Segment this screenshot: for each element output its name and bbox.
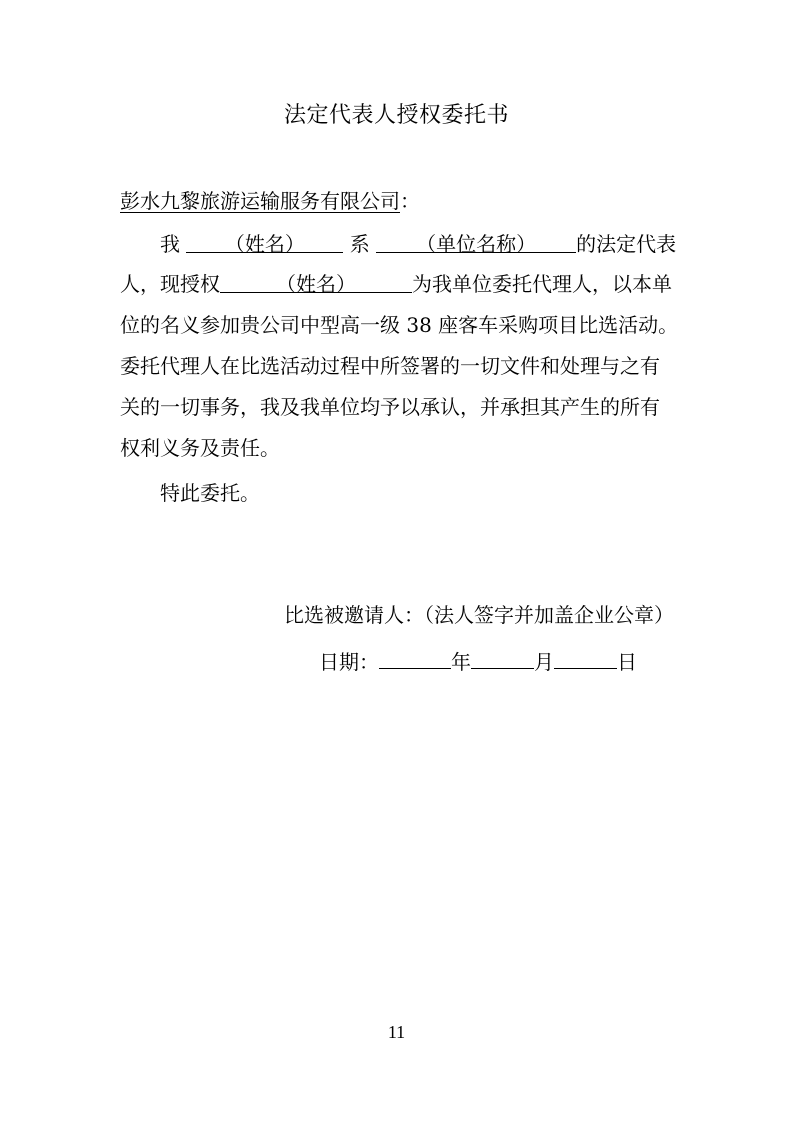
month-blank: [471, 646, 534, 669]
year-blank: [379, 646, 451, 669]
page-number: 11: [387, 1022, 406, 1042]
legal-rep-text: 的法定代表: [576, 232, 677, 256]
signature-label: 比选被邀请人：（法人签字并加盖企业公章）: [284, 603, 674, 627]
paragraph-line-3: 位的名义参加贵公司中型高一级 38 座客车采购项目比选活动。: [120, 313, 679, 337]
unit-name-blank: （单位名称）: [376, 230, 576, 253]
paragraph-line-6: 权利义务及责任。: [120, 436, 280, 460]
recipient-line: [120, 187, 420, 215]
authorize-suffix: 为我单位委托代理人，以本单: [412, 272, 672, 296]
document-title: 法定代表人授权委托书: [283, 103, 509, 128]
month-text: 月: [534, 650, 554, 674]
paragraph-line-1: [160, 230, 676, 258]
xi-text: 系: [349, 232, 370, 256]
paragraph-line-4: 委托代理人在比选活动过程中所签署的一切文件和处理与之有: [120, 354, 660, 378]
authorize-prefix: 人，现授权: [120, 272, 220, 296]
day-text: 日: [617, 650, 637, 674]
year-text: 年: [451, 650, 471, 674]
date-label: 日期：: [319, 650, 379, 674]
wo-text: 我: [160, 232, 180, 256]
recipient-colon: ：: [400, 189, 420, 213]
closing-text: 特此委托。: [160, 481, 260, 505]
recipient-name: 彭水九黎旅游运输服务有限公司: [120, 189, 400, 213]
agent-name-blank: （姓名）: [220, 270, 412, 293]
paragraph-line-5: 关的一切事务，我及我单位均予以承认，并承担其产生的所有: [120, 395, 660, 419]
paragraph-line-2: [120, 270, 672, 298]
name-blank: （姓名）: [186, 230, 343, 253]
day-blank: [554, 646, 617, 669]
date-line: [319, 646, 637, 676]
